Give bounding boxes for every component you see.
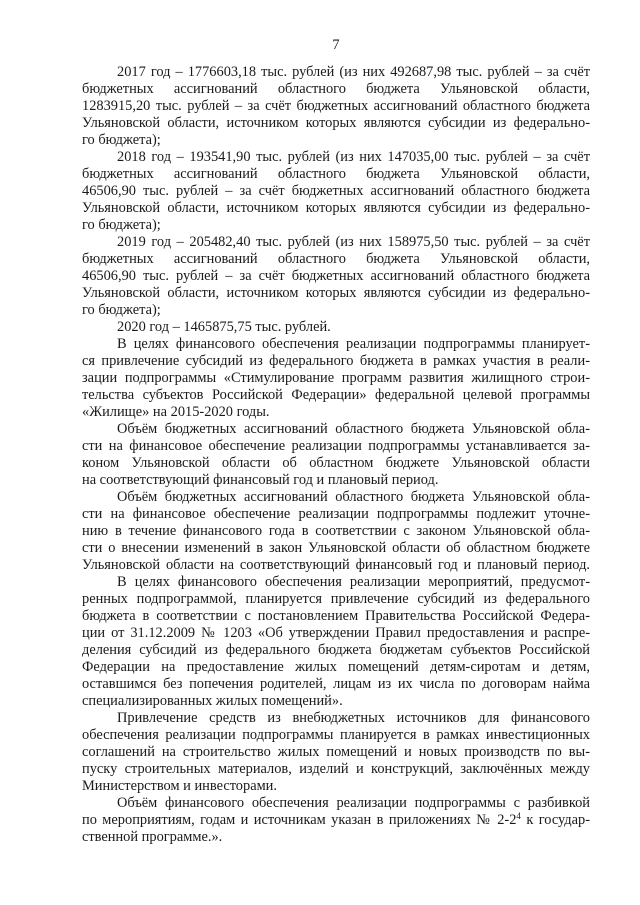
text-line: Ульяновской области, источником которых являются субсидии из федерально- xyxy=(82,200,590,216)
text-line: бюджетных ассигнований областного бюджета Ульяновской области, xyxy=(82,81,590,97)
text-line: зации подпрограммы «Стимулирование программ развития жилищного строи- xyxy=(82,370,590,386)
text-line: бюджетных ассигнований областного бюджета Ульяновской области, xyxy=(82,251,590,267)
text-line: Федерации на предоставление жилых помещений детям-сиротам и детям, xyxy=(82,659,590,675)
text-line: 1283915,20 тыс. рублей – за счёт бюджетных ассигнований областного бюджета xyxy=(82,98,590,114)
funding-2020-paragraph xyxy=(82,319,590,336)
text-line: сти на финансовое обеспечение реализации подпрограммы устанавливается за- xyxy=(82,438,590,454)
text-line-part: к государ- xyxy=(520,812,591,828)
text-line: го бюджета); xyxy=(82,217,161,233)
text-line: Привлечение средств из внебюджетных источников для финансового xyxy=(117,710,590,726)
page-number: 7 xyxy=(332,37,340,53)
text-line: сти на финансовое обеспечение реализации подпрограммы подлежит уточне- xyxy=(82,506,590,522)
text-line: бюджетных ассигнований областного бюджета Ульяновской области, xyxy=(82,166,590,182)
text-line: бюджета в соответствии с постановлением Правительства Российской Федера- xyxy=(82,608,590,624)
text-line: деления субсидий из федерального бюджета бюджетам субъектов Российской xyxy=(82,642,590,658)
text-line: ся привлечение субсидий из федерального бюджета в рамках участия в реали- xyxy=(82,353,590,369)
text-line: В целях финансового обеспечения реализации подпрограммы планирует- xyxy=(117,336,590,352)
text-line: го бюджета); xyxy=(82,132,161,148)
extrabudgetary-sources-paragraph xyxy=(82,710,590,795)
text-line: соглашений на строительство жилых помещений и новых производств по вы- xyxy=(82,744,590,760)
text-line-part: по мероприятиям, годам и источникам указан в приложениях № 2-2 xyxy=(82,812,517,828)
text-line: В целях финансового обеспечения реализации мероприятий, предусмот- xyxy=(117,574,590,590)
funding-2017-paragraph xyxy=(82,64,590,149)
text-line: Ульяновской области на соответствующий финансовый год и плановый период. xyxy=(82,557,590,573)
text-line: нию в течение финансового года в соответствии с законом Ульяновской обла- xyxy=(82,523,590,539)
text-line: 46506,90 тыс. рублей – за счёт бюджетных ассигнований областного бюджета xyxy=(82,268,590,284)
text-line: Объём бюджетных ассигнований областного бюджета Ульяновской обла- xyxy=(117,421,590,437)
text-line: пуску строительных материалов, изделий и конструкций, заключённых между xyxy=(82,761,590,777)
text-line: сти о внесении изменений в закон Ульяновской области об областном бюджете xyxy=(82,540,590,556)
funding-2019-paragraph xyxy=(82,234,590,319)
text-line: 46506,90 тыс. рублей – за счёт бюджетных ассигнований областного бюджета xyxy=(82,183,590,199)
text-line: обеспечения реализации подпрограммы планируется в рамках инвестиционных xyxy=(82,727,590,743)
text-line: 2019 год – 205482,40 тыс. рублей (из них 158975,50 тыс. рублей – за счёт xyxy=(117,234,590,250)
text-line-with-superscript xyxy=(82,812,590,829)
text-line: тельства субъектов Российской Федерации» федеральной целевой программы xyxy=(82,387,590,403)
document-body xyxy=(82,64,590,846)
federal-resolution-paragraph xyxy=(82,574,590,710)
text-line: го бюджета); xyxy=(82,302,161,318)
text-line: 2018 год – 193541,90 тыс. рублей (из них 147035,00 тыс. рублей – за счёт xyxy=(117,149,590,165)
funding-2018-paragraph xyxy=(82,149,590,234)
text-line: 2020 год – 1465875,75 тыс. рублей. xyxy=(117,319,331,335)
text-line: коном Ульяновской области об областном бюджете Ульяновской области xyxy=(82,455,590,471)
text-line: Ульяновской области, источником которых являются субсидии из федерально- xyxy=(82,115,590,131)
text-line: 2017 год – 1776603,18 тыс. рублей (из них 492687,98 тыс. рублей – за счёт xyxy=(117,64,590,80)
text-line: Ульяновской области, источником которых являются субсидии из федерально- xyxy=(82,285,590,301)
appendix-superscript-index: 4 xyxy=(516,811,521,821)
text-line: Министерством и инвесторами. xyxy=(82,778,277,794)
federal-subsidies-paragraph xyxy=(82,336,590,421)
regional-budget-paragraph xyxy=(82,421,590,489)
text-line: ренных подпрограммой, планируется привлечение субсидий из федерального xyxy=(82,591,590,607)
text-line: ственной программе.». xyxy=(82,829,223,845)
budget-adjustment-paragraph xyxy=(82,489,590,574)
text-line: «Жилище» на 2015-2020 годы. xyxy=(82,404,270,420)
text-line: Объём бюджетных ассигнований областного бюджета Ульяновской обла- xyxy=(117,489,590,505)
text-line: Объём финансового обеспечения реализации подпрограммы с разбивкой xyxy=(117,795,590,811)
text-line: специализированных жилых помещений». xyxy=(82,693,343,709)
text-line: оставшимся без попечения родителей, лицам из их числа по договорам найма xyxy=(82,676,590,692)
text-line: ции от 31.12.2009 № 1203 «Об утверждении Правил предоставления и распре- xyxy=(82,625,590,641)
text-line: на соответствующий финансовый год и плановый период. xyxy=(82,472,439,488)
appendix-reference-paragraph xyxy=(82,795,590,846)
